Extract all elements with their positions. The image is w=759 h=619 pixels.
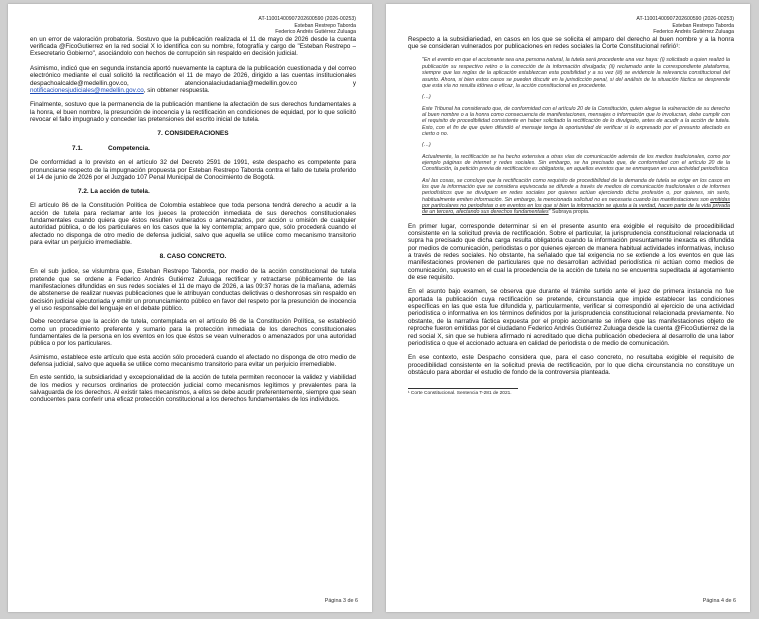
section-title-considerations: 7. CONSIDERACIONES (157, 130, 229, 138)
quote-paragraph (422, 178, 730, 216)
paragraph: En este sentido, la subsidiaridad y excepcionalidad de la acción de tutela permiten reconocer la validez y viabilidad de los medios y recursos ordinarios de protección judicial como mecanismos legítimos y prevalentes para la salvaguarda de los derechos. Al existir tales mecanismos, a ellos se debe acudir preferentemente, siempre que sean conducentes para conferir una eficaz protección constitucional a los derechos fundamentales de los individuos. (30, 374, 356, 404)
paragraph: Respecto a la subsidiariedad, en casos en los que se solicita el amparo del derecho al buen nombre y a la honra que se consideran vulnerados por publicaciones en redes sociales la Corte Constitucional refirió¹: (408, 35, 734, 51)
quote-text: Así las cosas, se concluye que la rectificación como requisito de procedibilidad de la demanda de tutela se exige en los casos en los que la información que se considera equivocada se difunde a través de medios de comunicación tradicionales o de informes periodísticos que se divulguen en redes sociales por quienes actúan ejerciendo dicha profesión o, por quienes, sin serlo, habitualmente emiten información. Sin embargo, la mencionada solicitud no es necesaria cuando las manifestaciones son (422, 177, 730, 203)
paragraph: En el asunto bajo examen, se observa que durante el trámite surtido ante el juez de primera instancia no fue aportada la publicación cuya rectificación se pretende, circunstancia que impide establecer las condiciones específicas en las que esta fue difundida y, particularmente, verificar si correspondió al ejercicio de una actividad periodística o informativa en los términos definidos por la jurisprudencia constitucional relacionada previamente. No obstante, de la narrativa fáctica expuesta por el propio accionante se infiere que las manifestaciones objeto de reproche fueron emitidas por el ciudadano Federico Andrés Gutiérrez Zuluaga desde la cuenta @FicoGutierrez de la red social X, sin que se hubiera afirmado ni acreditado que dicha publicación obedeciera al desarrollo de una labor periodística o que el accionado actuara en calidad de periodista o de medio de comunicación. (408, 288, 734, 347)
paragraph: en un error de valoración probatoria. Sostuvo que la publicación realizada el 11 de mayo de 2026 desde la cuenta verificada @FicoGutierrez en la red social X lo identifica con su nombre, fotografía y cargo de "Esteban Restrepo – Exsecretario Gobierno", asociándolo con hechos de corrupción sin respaldo en decisión judicial. (30, 35, 356, 58)
page-header (408, 16, 734, 36)
quote-paragraph: "En el evento en que el accionante sea una persona natural, la tutela será procedente una vez haya: (i) solicitado a quien realizó la publicación su respectivo retiro o la corrección de la información divulgada; (ii) reclamado ante la correspondiente plataforma, siempre que las reglas de la aplicación establezcan esta posibilidad y a su vez (iii) se evidencie la relevancia constitucional del asunto. Ahora, si bien estos casos se pueden discutir en la jurisdicción penal, si del análisis de la situación fáctica se desprende que esta vía no resulta idónea o eficaz, la acción constitucional es procedente. (422, 57, 730, 89)
page-number: Página 4 de 6 (702, 598, 736, 604)
email-link[interactable]: notificacionesjudiciales@medellin.gov.co (30, 86, 144, 94)
defendant-name: Federico Andrés Gutiérrez Zuluaga (653, 29, 734, 36)
case-number: AT-11001400907202600590 (2026-00253) (258, 16, 356, 22)
paragraph-text: Asimismo, indicó que en segunda instancia aportó nuevamente la captura de la publicación cuestionada y del correo electrónico mediante el cual solicitó la rectificación el 11 de mayo de 2026, dirigido a las cuentas institucionales despachoalcalde@medellin.gov.co, atencionalaciudadania@medellin.gov.co y (30, 64, 356, 87)
subsection-number: 7.1. (72, 145, 83, 153)
paragraph-text: , sin obtener respuesta. (143, 86, 210, 94)
case-number: AT-11001400907202600590 (2026-00253) (636, 16, 734, 22)
footnote-divider (408, 388, 518, 389)
plaintiff-name: Esteban Restrepo Taborda (672, 22, 734, 29)
paragraph: Asimismo, establece este artículo que esta acción sólo procederá cuando el afectado no disponga de otro medio de defensa judicial, salvo que aquella se utilice como mecanismo transitorio para evitar un perjuicio irremediable. (30, 353, 356, 369)
defendant-name: Federico Andrés Gutiérrez Zuluaga (275, 29, 356, 36)
document-page-4 (386, 4, 750, 612)
paragraph: De conformidad a lo previsto en el artículo 32 del Decreto 2591 de 1991, este despacho es competente para pronunciarse respecto de la impugnación propuesta por Esteban Restrepo Taborda contra el fallo de tutela proferido el 14 de junio de 2026 por el Juzgado 107 Penal Municipal de Conocimiento de Bogotá. (30, 159, 356, 181)
quote-text: " Subraya propia. (548, 209, 590, 216)
paragraph: El artículo 86 de la Constitución Política de Colombia establece que toda persona tendrá derecho a acudir a la acción de tutela para reclamar ante los jueces la protección inmediata de sus derechos constitucionales fundamentales cuando quiera que éstos resulten vulnerados o amenazados, por acción u omisión de cualquier autoridad pública, o de los particulares en los casos que la ley contempla; amparo que, sólo procederá cuando el afectado no disponga de otro medio de defensa judicial, salvo que aquella se utilice como mecanismo transitorio para evitar un perjuicio irremediable. (30, 202, 356, 246)
section-title-concrete-case: 8. CASO CONCRETO. (159, 253, 227, 261)
jurisprudence-quote (422, 57, 734, 215)
quote-paragraph: Este Tribunal ha considerado que, de conformidad con el artículo 20 de la Constitución, quien alegue la vulneración de su derecho al buen nombre o a la honra como consecuencia de manifestaciones, mensajes o información que lo involucran, debe cumplir con el requisito de procedibilidad consistente en haber solicitado la rectificación de lo divulgado, antes de acudir a la acción de tutela. Esto, con el fin de que quien difundió el mensaje tenga la oportunidad de verificar si lo expresado por el presunto afectado es cierto o no. (422, 105, 730, 137)
page-number: Página 3 de 6 (324, 598, 358, 604)
paragraph: En ese contexto, este Despacho considera que, para el caso concreto, no resultaba exigible el requisito de procedibilidad consistente en la solicitud previa de rectificación, por lo que dicha circunstancia no constituye un obstáculo para abordar el estudio de fondo de la controversia planteada. (408, 354, 734, 376)
paragraph: En primer lugar, corresponde determinar si en el presente asunto era exigible el requisito de procedibilidad consistente en la solicitud previa de rectificación. Sobre el particular, la jurisprudencia constitucional relacionada ut supra ha precisado que dicha carga resulta obligatoria cuando la información presuntamente inexacta es difundida por medios de comunicación, periodistas o por quienes ejercen de manera habitual actividades informativas, incluso a través de redes sociales. No obstante, ha señalado que tal exigencia no se extiende a los eventos en que las manifestaciones provienen de particulares que no desarrollan actividad periodística ni actúan como medios de comunicación, supuesto en el cual la procedencia de la acción de tutela no se encuentra supeditada al agotamiento de ese requisito. (408, 222, 734, 282)
page-header (30, 16, 356, 36)
footnote: ¹ Corte Constitucional. Sentencia T-281 de 2021. (408, 391, 512, 397)
subsection-title-competence (30, 145, 356, 153)
paragraph: Finalmente, sostuvo que la permanencia de la publicación mantiene la afectación de sus derechos fundamentales a la honra, el buen nombre, la presunción de inocencia y la rectificación en condiciones de equidad, por lo que solicitó revocar el fallo impugnado y conceder las pretensiones del escrito inicial de tutela. (30, 101, 356, 123)
quote-paragraph: Actualmente, la rectificación se ha hecho extensiva a otras vías de comunicación además de los medios tradicionales, como por ejemplo páginas de internet y redes sociales. Sin embargo, se ha precisado que, de conformidad con el artículo 20 de la Constitución, la petición previa de rectificación es obligatoria, en aquellos eventos que se enmarquen en una actividad periodística (422, 153, 730, 173)
paragraph: En el sub judice, se vislumbra que, Esteban Restrepo Taborda, por medio de la acción constitucional de tutela pretende que se ordene a Federico Andrés Gutiérrez Zuluaga rectificar y retractarse públicamente de las manifestaciones difundidas en sus redes sociales el 11 de mayo de 2026, a las 09:37 horas de la mañana, además de abstenerse de realizar nuevas publicaciones que le atribuyan conductas delictivas o deshonrosas sin respaldo en decisión judicial ejecutoriada y emitir un pronunciamiento público en favor del respeto por la presunción de inocencia y el uso responsable del lenguaje en el debate público. (30, 268, 356, 313)
paragraph: Debe recordarse que la acción de tutela, contemplada en el artículo 86 de la Constitución Política, se estableció como un procedimiento preferente y sumario para la protección inmediata de los derechos constitucionales fundamentales de la persona en los eventos en los que éstos se vean vulnerados o amenazados por una autoridad pública o por los particulares. (30, 318, 356, 348)
subsection-label: Competencia. (108, 145, 150, 153)
quote-ellipsis: (…) (422, 142, 431, 149)
plaintiff-name: Esteban Restrepo Taborda (294, 22, 356, 29)
paragraph (30, 65, 356, 94)
subsection-title-tutela: 7.2. La acción de tutela. (78, 188, 150, 196)
underlined-quote-text: emitidas por particulares no periodistas o en eventos en los que si bien la información se ajusta a la verdad, hacen parte de la vida privada de un tercero, afectando sus derechos fundamentales (422, 196, 730, 216)
quote-ellipsis: (…) (422, 94, 431, 101)
document-page-3 (8, 4, 372, 612)
